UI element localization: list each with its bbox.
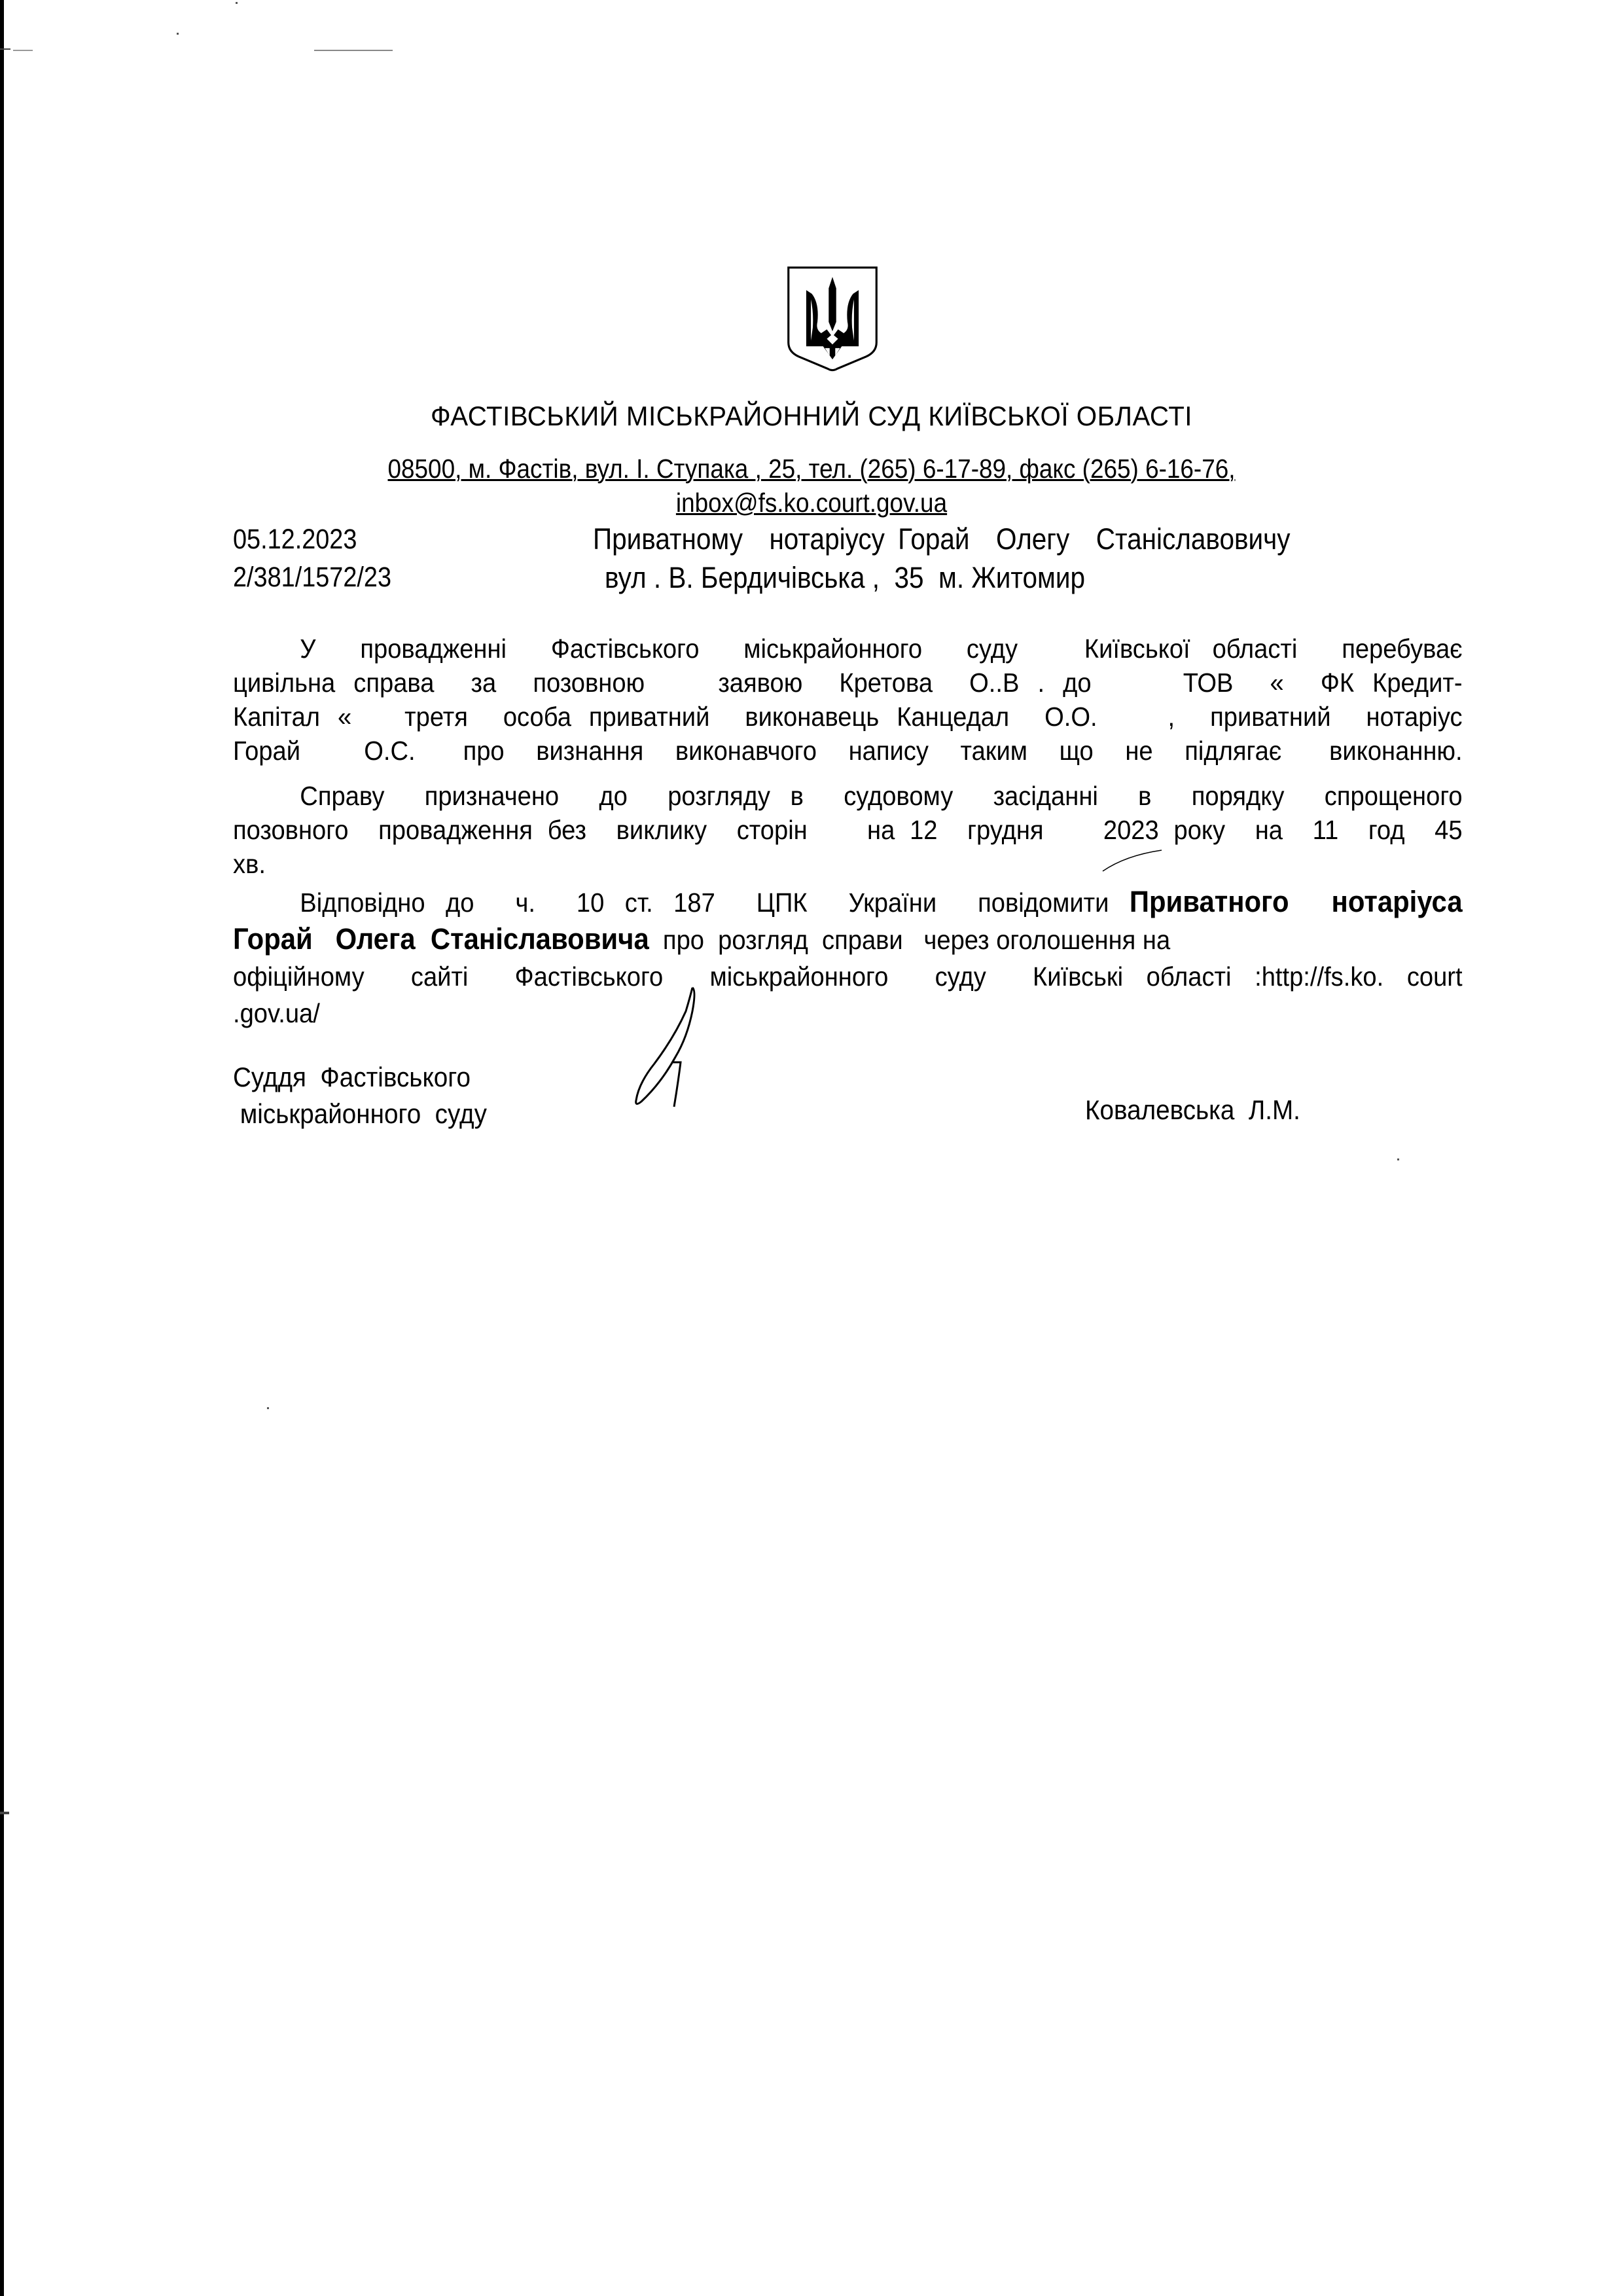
paragraph-line bbox=[233, 921, 1463, 958]
addressee-address: вул . В. Бердичівська , 35 м. Житомир bbox=[605, 561, 1086, 594]
scan-artifact bbox=[0, 48, 10, 50]
paragraph-case-info bbox=[233, 632, 1463, 768]
paragraph-line: Капітал « третя особа приватний виконавець Канцедал О.О. , приватний нотаріус bbox=[233, 702, 1463, 732]
paragraph-line: цивільна справа за позовною заявою Кретова О..В . до ТОВ « ФК Кредит- bbox=[233, 668, 1463, 698]
paragraph-notification bbox=[233, 884, 1463, 1031]
paragraph-hearing bbox=[233, 779, 1463, 881]
judge-title bbox=[233, 1059, 487, 1132]
paragraph-line: .gov.ua/ bbox=[233, 998, 320, 1028]
court-email: inbox@fs.ko.court.gov.ua bbox=[675, 488, 948, 518]
scan-artifact bbox=[314, 50, 393, 51]
document-date: 05.12.2023 bbox=[233, 524, 357, 555]
paragraph-line: Справу призначено до розгляду в судовому засіданні в порядку спрощеного bbox=[300, 781, 1463, 811]
judge-title-line: Суддя Фастівського bbox=[233, 1062, 471, 1092]
addressee-name: Приватному нотаріусу Горай Олегу Станіславовичу bbox=[593, 522, 1291, 556]
notification-recipient: Горай Олега Станіславовича bbox=[233, 922, 649, 956]
court-name-heading: ФАСТІВСЬКИЙ МІСЬКРАЙОННИЙ СУД КИЇВСЬКОЇ ОБЛАСТІ bbox=[430, 401, 1192, 431]
coat-of-arms-icon bbox=[785, 266, 880, 374]
court-address: 08500, м. Фастів, вул. І. Ступака , 25, тел. (265) 6-17-89, факс (265) 6-16-76, bbox=[387, 454, 1236, 484]
notification-text: про розгляд справи через оголошення на bbox=[649, 925, 1171, 955]
scan-artifact bbox=[0, 1812, 9, 1814]
handwritten-signature bbox=[615, 985, 713, 1109]
scan-artifact bbox=[1397, 1158, 1399, 1160]
paragraph-line bbox=[233, 884, 1463, 921]
scan-artifact bbox=[267, 1407, 269, 1409]
scan-artifact bbox=[236, 2, 238, 4]
scan-edge bbox=[0, 0, 4, 2296]
pen-stroke-mark bbox=[1099, 848, 1165, 874]
paragraph-line: хв. bbox=[233, 849, 266, 879]
judge-title-line: міськрайонного суду bbox=[233, 1098, 487, 1129]
notification-text: Відповідно до ч. 10 ст. 187 ЦПК України повідомити bbox=[300, 888, 1130, 918]
scan-artifact bbox=[177, 33, 179, 35]
paragraph-line: У провадженні Фастівського міськрайонного суду Київської області перебуває bbox=[300, 634, 1463, 664]
paragraph-line: Горай О.С. про визнання виконавчого напису таким що не підлягає виконанню. bbox=[233, 736, 1463, 766]
paragraph-line: офіційному сайті Фастівського міськрайонного суду Київські області :http://fs.ko. court bbox=[233, 961, 1463, 992]
reference-number: 2/381/1572/23 bbox=[233, 562, 391, 593]
paragraph-line: позовного провадження без виклику сторін на 12 грудня 2023 року на 11 год 45 bbox=[233, 815, 1463, 845]
scan-artifact bbox=[13, 50, 33, 51]
judge-name: Ковалевська Л.М. bbox=[1085, 1094, 1300, 1125]
notification-recipient: Приватного нотаріуса bbox=[1129, 885, 1463, 918]
